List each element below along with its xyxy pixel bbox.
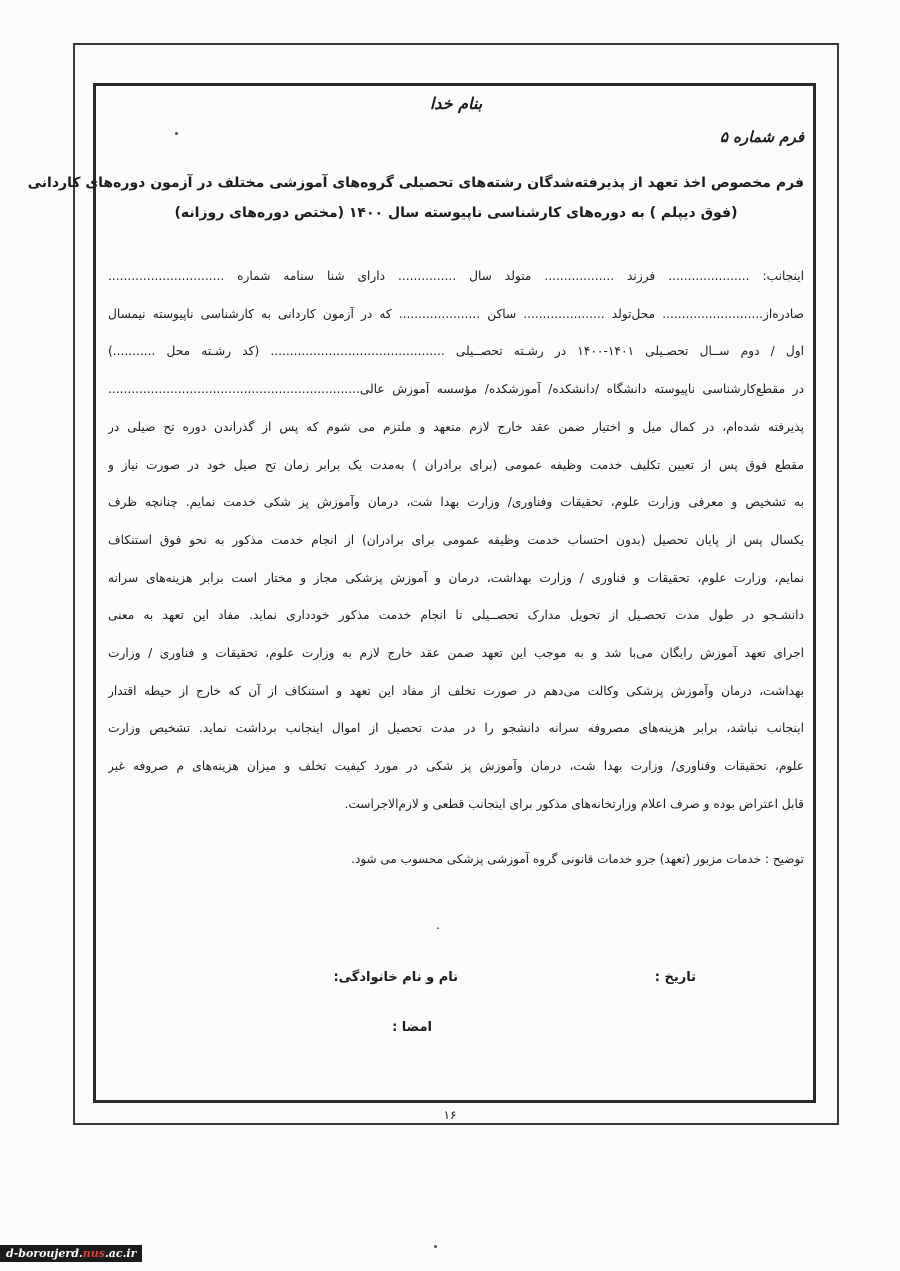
scan-speck — [434, 1245, 437, 1248]
body-line: اول / دوم ســال تحصـیلی ۱۴۰۱-۱۴۰۰ در رشـته تحصــیلی ............................................. (کد رشـته محل ...........) — [108, 344, 804, 359]
body-line: مقطع فوق پس از تعیین تکلیف خدمت وظیفه عمومی (برای برادران ) به‌مدت یک برابر زمان تح صیل خود در صورت نیاز و — [108, 457, 804, 472]
body-line: اینجانب: ..................... فرزند .................. متولد سال ............... دارای شنا سنامه شماره .............................. — [108, 269, 804, 283]
watermark-suffix: .ac.ir — [104, 1247, 137, 1260]
basmala: بنام خدا — [429, 94, 483, 113]
signature-label: امضا : — [392, 1020, 432, 1035]
form-title-line-2: (فوق دیپلم ) به دوره‌های کارشناسی ناپیوسته سال ۱۴۰۰ (مختص دوره‌های روزانه) — [174, 205, 738, 221]
scan-speck — [175, 132, 178, 135]
page-number: ۱۶ — [443, 1108, 457, 1122]
body-line: قابل اعتراض بوده و صرف اعلام وزارتخانه‌های مذکور برای اینجانب قطعی و لازم‌الاجراست. — [344, 796, 804, 811]
body-line: پذیرفته شده‌ام، در کمال میل و اختیار ضمن عقد خارج لازم متعهد و ملتزم می شوم که پس از گذراندن دوره تح صیلی در — [108, 419, 804, 434]
stray-dot: . — [436, 918, 440, 932]
body-line: یکسال پس از پایان تحصیل (بدون احتساب خدمت وظیفه عمومی برای برادران) از انجام خدمت مذکور به نحو فوق استنکاف — [108, 532, 804, 547]
body-line: دانشـجو در طول مدت تحصـیل از تحویل مدارک تحصــیلی تا انجام خدمت مذکور خودداری نماید. مفاد این تعهد به معنی — [108, 608, 804, 623]
commitment-text — [108, 258, 804, 824]
body-line: اجرای تعهد آموزش رایگان می‌با شد و به موجب این تعهد ضمن عقد خارج لازم به وزارت علوم، تحقیقات و فناوری / وزارت — [108, 646, 804, 661]
body-line: در مقطع‌کارشناسی ناپیوسته دانشگاه /دانشکده/ آموزشکده/ مؤسسه آموزش عالی................................................................. — [108, 382, 804, 397]
note-text: توضیح : خدمات مزبور (تعهد) جزو خدمات قانونی گروه آموزشی پزشکی محسوب می شود. — [351, 852, 804, 866]
body-line: به تشخیص و معرفی وزارت علوم، تحقیقات وفناوری/ وزارت بهدا شت، درمان وآموزش پز شکی خدمت نمایم. چنانچه ظرف — [108, 495, 804, 510]
full-name-label: نام و نام خانوادگی: — [333, 970, 458, 985]
site-watermark — [0, 1245, 142, 1262]
form-content — [27, 90, 804, 1090]
body-line: نمایم، وزارت علوم، تحقیقات و فناوری / وزارت بهداشت، درمان و آموزش پزشکی مجاز و مختار است برابر هزینه‌های سرانه — [108, 570, 804, 585]
watermark-highlight: nus — [82, 1247, 105, 1260]
date-label: تاریخ : — [654, 970, 696, 985]
body-line: صادره‌از.......................... محل‌تولد ..................... ساکن ..................... که در آزمون کاردانی به کارشناسی ناپیوسته نیمسال — [108, 306, 804, 321]
body-line: علوم، تحقیقات وفناوری/ وزارت بهدا شت، درمان وآموزش پز شکی در مورد کیفیت تخلف و میزان هزینه‌های م صروفه غیر — [108, 759, 804, 774]
watermark-prefix: d-boroujerd. — [6, 1247, 83, 1260]
form-title-line-1: فرم مخصوص اخذ تعهد از پذیرفته‌شدگان رشته‌های تحصیلی گروه‌های آموزشی مختلف در آزمون دوره‌های کاردانی — [27, 175, 804, 191]
form-title — [27, 168, 804, 228]
body-line: اینجانب نباشد، برابر هزینه‌های مصروفه سرانه دانشجو را در مدت تحصیل از اموال اینجانب برداشت نماید. تشخیص وزارت — [108, 721, 804, 736]
body-line: بهداشت، درمان وآموزش پزشکی وکالت می‌دهم در صورت تخلف از مفاد این تعهد و استنکاف از آن که خارج از حیطه اقتدار — [108, 683, 804, 698]
form-number: فرم شماره ۵ — [719, 128, 804, 146]
